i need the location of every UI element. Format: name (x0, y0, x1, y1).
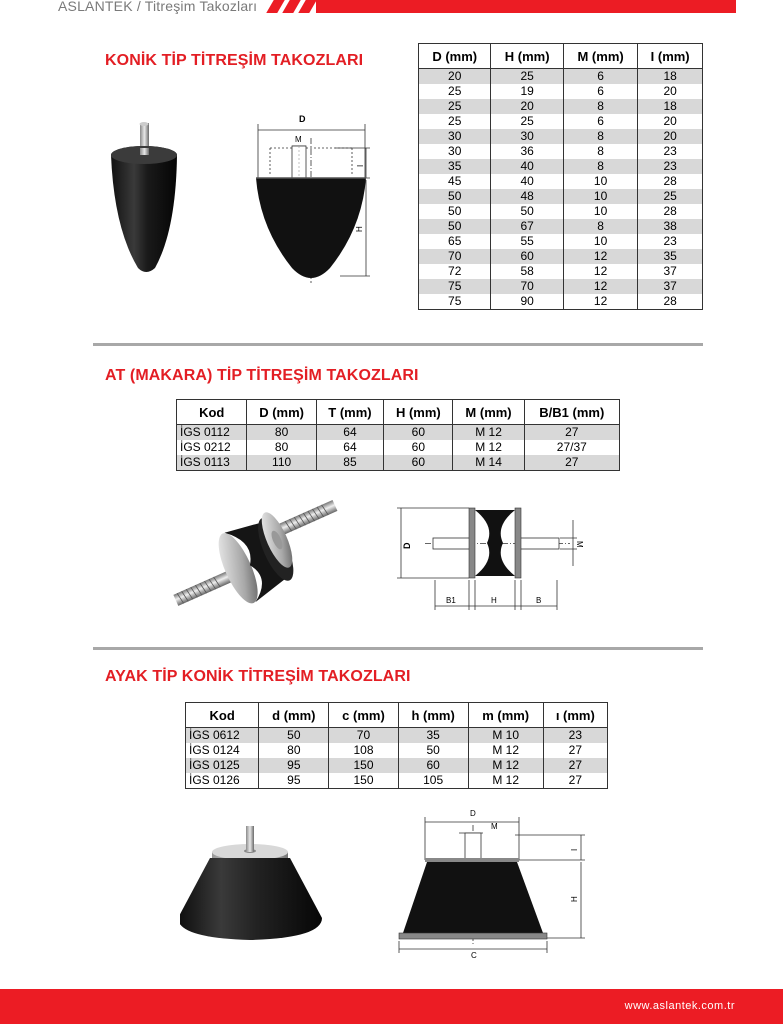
column-header: d (mm) (259, 703, 329, 728)
table-cell: 95 (259, 758, 329, 773)
column-header: m (mm) (468, 703, 543, 728)
table-row (419, 204, 703, 219)
table-cell: 12 (563, 294, 637, 310)
makara-dim-b1-label: B1 (446, 596, 456, 605)
table-cell: 25 (419, 84, 491, 99)
table-cell: 6 (563, 69, 637, 85)
table-cell: 64 (316, 440, 383, 455)
makara-dim-m-label: M (575, 541, 584, 548)
section-divider (93, 647, 703, 650)
column-header: D (mm) (419, 44, 491, 69)
table-cell: M 12 (453, 440, 524, 455)
header-stripe (298, 0, 317, 13)
table-cell: 27 (524, 455, 619, 471)
table-cell: 20 (638, 129, 703, 144)
table-row (419, 294, 703, 310)
table-cell: 110 (247, 455, 316, 471)
table-cell: İGS 0612 (186, 728, 259, 744)
ayak-technical-drawing (395, 805, 595, 960)
column-header: ı (mm) (543, 703, 607, 728)
table-row (419, 69, 703, 85)
table-cell: 12 (563, 279, 637, 294)
table-row (419, 264, 703, 279)
table-cell: 8 (563, 219, 637, 234)
ayak-section-title: AYAK TİP KONİK TİTREŞİM TAKOZLARI (105, 668, 411, 685)
table-cell: 20 (419, 69, 491, 85)
table-cell: 36 (491, 144, 563, 159)
ayak-dim-h-label: H (570, 896, 579, 902)
table-cell: 50 (491, 204, 563, 219)
table-row (177, 455, 620, 471)
table-cell: 105 (398, 773, 468, 789)
table-cell: 65 (419, 234, 491, 249)
ayak-dim-c-label: C (471, 951, 477, 960)
table-cell: 50 (419, 204, 491, 219)
table-cell: 27/37 (524, 440, 619, 455)
table-row (419, 114, 703, 129)
table-cell: 80 (259, 743, 329, 758)
table-cell: 20 (491, 99, 563, 114)
table-cell: 150 (329, 773, 398, 789)
table-cell: 45 (419, 174, 491, 189)
table-cell: 6 (563, 84, 637, 99)
table-cell: 38 (638, 219, 703, 234)
table-cell: 18 (638, 69, 703, 85)
table-cell: 30 (419, 129, 491, 144)
table-cell: M 10 (468, 728, 543, 744)
ayak-dim-d-label: D (470, 809, 476, 818)
column-header: D (mm) (247, 400, 316, 425)
table-cell: 12 (563, 249, 637, 264)
table-cell: M 12 (468, 773, 543, 789)
table-cell: 10 (563, 204, 637, 219)
header-bar (316, 0, 736, 13)
konik-dim-m-label: M (295, 135, 302, 144)
table-row (419, 279, 703, 294)
table-cell: 8 (563, 159, 637, 174)
table-cell: 10 (563, 174, 637, 189)
column-header: h (mm) (398, 703, 468, 728)
column-header: Kod (177, 400, 247, 425)
ayak-dim-i-label: I (570, 848, 579, 851)
table-cell: 28 (638, 204, 703, 219)
makara-dim-b-label: B (536, 596, 542, 605)
konik-dim-d-label: D (299, 114, 306, 124)
table-cell: 23 (638, 234, 703, 249)
makara-product-photo (155, 492, 355, 612)
column-header: T (mm) (316, 400, 383, 425)
table-cell: 37 (638, 264, 703, 279)
table-cell: 35 (638, 249, 703, 264)
column-header: Kod (186, 703, 259, 728)
ayak-spec-table (185, 702, 608, 789)
table-cell: M 12 (453, 425, 524, 441)
table-row (419, 249, 703, 264)
table-cell: 80 (247, 425, 316, 441)
konik-dim-h-label: H (355, 226, 364, 232)
table-row (419, 99, 703, 114)
ayak-product-photo (180, 820, 340, 955)
table-row (419, 144, 703, 159)
table-cell: 8 (563, 129, 637, 144)
header-title: ASLANTEK / Titreşim Takozları (58, 0, 258, 14)
table-cell: 75 (419, 294, 491, 310)
table-row (186, 743, 608, 758)
table-cell: 60 (491, 249, 563, 264)
table-cell: 95 (259, 773, 329, 789)
table-cell: 60 (384, 455, 453, 471)
column-header: B/B1 (mm) (524, 400, 619, 425)
table-cell: 6 (563, 114, 637, 129)
makara-spec-table (176, 399, 620, 471)
column-header: M (mm) (563, 44, 637, 69)
table-cell: 30 (419, 144, 491, 159)
table-cell: 8 (563, 144, 637, 159)
makara-technical-drawing (395, 498, 595, 623)
table-cell: İGS 0113 (177, 455, 247, 471)
konik-product-photo (100, 118, 215, 283)
table-cell: 80 (247, 440, 316, 455)
konik-section-title: KONİK TİP TİTREŞİM TAKOZLARI (105, 52, 364, 69)
table-row (186, 728, 608, 744)
table-cell: 30 (491, 129, 563, 144)
column-header: H (mm) (491, 44, 563, 69)
table-row (419, 129, 703, 144)
table-cell: 27 (543, 773, 607, 789)
table-cell: 20 (638, 114, 703, 129)
table-cell: 40 (491, 159, 563, 174)
table-row (419, 234, 703, 249)
table-cell: 19 (491, 84, 563, 99)
table-cell: 58 (491, 264, 563, 279)
table-cell: İGS 0126 (186, 773, 259, 789)
konik-spec-table (418, 43, 703, 310)
table-cell: 35 (398, 728, 468, 744)
table-cell: M 12 (468, 743, 543, 758)
table-cell: 60 (384, 425, 453, 441)
table-cell: İGS 0125 (186, 758, 259, 773)
table-cell: 50 (419, 219, 491, 234)
table-cell: 150 (329, 758, 398, 773)
table-cell: 10 (563, 189, 637, 204)
table-cell: 23 (638, 144, 703, 159)
table-cell: 25 (491, 69, 563, 85)
table-cell: 48 (491, 189, 563, 204)
table-cell: 28 (638, 294, 703, 310)
table-cell: 90 (491, 294, 563, 310)
table-cell: 12 (563, 264, 637, 279)
table-cell: 50 (398, 743, 468, 758)
table-row (419, 84, 703, 99)
table-cell: 27 (543, 743, 607, 758)
makara-dim-h-label: H (491, 596, 497, 605)
table-row (177, 440, 620, 455)
table-cell: 23 (638, 159, 703, 174)
table-cell: 23 (543, 728, 607, 744)
column-header: I (mm) (638, 44, 703, 69)
table-cell: 75 (419, 279, 491, 294)
table-cell: 85 (316, 455, 383, 471)
table-cell: 10 (563, 234, 637, 249)
table-cell: 64 (316, 425, 383, 441)
ayak-dim-m-label: M (491, 822, 498, 831)
section-divider (93, 343, 703, 346)
table-cell: 60 (384, 440, 453, 455)
table-cell: 50 (259, 728, 329, 744)
table-cell: 60 (398, 758, 468, 773)
table-cell: 25 (419, 99, 491, 114)
table-cell: 55 (491, 234, 563, 249)
table-cell: 72 (419, 264, 491, 279)
table-row (177, 425, 620, 441)
table-cell: 35 (419, 159, 491, 174)
table-cell: 25 (491, 114, 563, 129)
makara-section-title: AT (MAKARA) TİP TİTREŞİM TAKOZLARI (105, 367, 419, 384)
table-cell: 27 (524, 425, 619, 441)
table-row (419, 159, 703, 174)
table-cell: İGS 0112 (177, 425, 247, 441)
table-cell: 18 (638, 99, 703, 114)
table-cell: 27 (543, 758, 607, 773)
table-cell: 25 (638, 189, 703, 204)
table-cell: 28 (638, 174, 703, 189)
table-row (186, 773, 608, 789)
footer-website-link[interactable]: www.aslantek.com.tr (624, 1000, 735, 1012)
makara-dim-d-label: D (402, 542, 412, 549)
table-cell: M 12 (468, 758, 543, 773)
table-row (186, 758, 608, 773)
table-cell: 108 (329, 743, 398, 758)
table-cell: M 14 (453, 455, 524, 471)
column-header: c (mm) (329, 703, 398, 728)
table-cell: 8 (563, 99, 637, 114)
table-cell: 70 (491, 279, 563, 294)
table-row (419, 189, 703, 204)
table-cell: 25 (419, 114, 491, 129)
table-cell: 40 (491, 174, 563, 189)
table-row (419, 219, 703, 234)
table-cell: 37 (638, 279, 703, 294)
table-cell: 70 (419, 249, 491, 264)
table-cell: 70 (329, 728, 398, 744)
table-cell: İGS 0124 (186, 743, 259, 758)
table-cell: İGS 0212 (177, 440, 247, 455)
column-header: M (mm) (453, 400, 524, 425)
konik-technical-drawing (240, 108, 390, 288)
table-cell: 67 (491, 219, 563, 234)
table-cell: 20 (638, 84, 703, 99)
table-cell: 50 (419, 189, 491, 204)
table-row (419, 174, 703, 189)
konik-dim-i-label: I (356, 164, 365, 167)
column-header: H (mm) (384, 400, 453, 425)
